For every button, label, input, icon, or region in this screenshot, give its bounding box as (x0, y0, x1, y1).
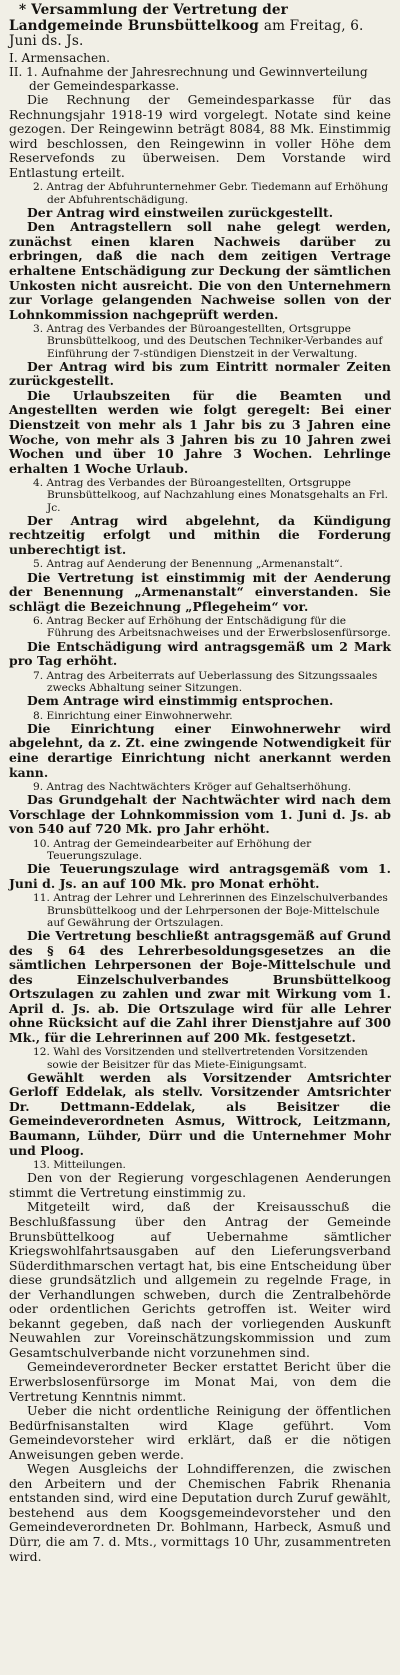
paragraph-entsprochen: Dem Antrage wird einstimmig entsprochen. (27, 693, 334, 709)
item-8: 8. Einrichtung einer Einwohnerwehr. (33, 709, 233, 722)
paragraph-rechnung: Die Rechnung der Gemeindesparkasse für das Rechnungsjahr 1918-19 wird vorgelegt. Notate sind keine gezogen. Der Reingewinn beträgt 8084, 88 Mk. Einstimmig wird beschlossen, den Reingewinn in voller Höhe dem Reservefonds zu überweisen. Dem Vorstande wird Entlastung erteilt. (9, 92, 391, 180)
paragraph-grundgehalt: Das Grundgehalt der Nachtwächter wird nach dem Vorschlage der Lohnkommission vom 1. Juni d. Js. ab von 540 auf 720 Mk. pro Jahr erhöht. (9, 792, 391, 837)
item-2: 2. Antrag der Abfuhrunternehmer Gebr. Tiedemann auf Erhöhung der Abfuhrentschädigung. (33, 181, 389, 206)
paragraph-ortszulagen: Die Vertretung beschließt antragsgemäß auf Grund des § 64 des Lehrerbesoldungsgesetzes an die sämtlichen Lehrpersonen der Boje-Mittelschule und des Einzelschulverbandes Brunsbüttelkoog Ortszulagen zu zahlen und zwar mit Wirkung vom 1. April d. Js. ab. Die Ortszulage wird für alle Lehrer ohne Rücksicht auf die Zahl ihrer Dienstjahre auf 300 Mk., für die Lehrerinnen auf 200 Mk. festgesetzt. (9, 928, 391, 1045)
item-3: 3. Antrag des Verbandes der Büroangestellten, Ortsgruppe Brunsbüttelkoog, und des Deutschen Techniker-Verbandes auf Einführung der 7-stündigen Dienstzeit in der Verwaltung. (33, 323, 383, 360)
article-title (9, 3, 391, 50)
paragraph-zurueckgestellt: Der Antrag wird einstweilen zurückgestellt. (27, 204, 334, 220)
paragraph-entschaedigung: Die Entschädigung wird antragsgemäß um 2 Mark pro Tag erhöht. (9, 638, 391, 669)
item-9: 9. Antrag des Nachtwächters Kröger auf Gehaltserhöhung. (33, 781, 352, 794)
title-lead: * Versammlung der Vertretung der Landgemeinde Brunsbüttelkoog (9, 2, 288, 34)
item-11: 11. Antrag der Lehrer und Lehrerinnen des Einzelschulverbandes Brunsbüttelkoog und der Lehrpersonen der Boje-Mittelschule auf Gewährung der Ortszulagen. (33, 892, 388, 929)
paragraph-gewaehlt: Gewählt werden als Vorsitzender Amtsrichter Gerloff Eddelak, als stellv. Vorsitzender Amtsrichter Dr. Dettmann-Eddelak, als Beisitzer die Gemeindeverordneten Asmus, Wittrock, Leitzmann, Baumann, Lühder, Dürr und die Unternehmer Mohr und Ploog. (9, 1069, 391, 1158)
item-12: 12. Wahl des Vorsitzenden und stellvertretenden Vorsitzenden sowie der Beisitzer für das Miete-Einigungsamt. (33, 1046, 368, 1071)
paragraph-urlaub: Die Urlaubszeiten für die Beamten und Angestellten werden wie folgt geregelt: Bei einer Dienstzeit von mehr als 1 Jahr bis zu 3 Jahren eine Woche, von mehr als 3 Jahren bis zu 10 Jahren zwei Wochen und über 10 Jahre 3 Wochen. Lehrlinge erhalten 1 Woche Urlaub. (9, 387, 391, 476)
title-date: am Freitag, 6. Juni ds. Js. (9, 17, 364, 49)
section-armensachen: I. Armensachen. (9, 50, 110, 65)
paragraph-zeiten: Der Antrag wird bis zum Eintritt normaler Zeiten zurückgestellt. (9, 358, 391, 389)
paragraph-pflegeheim: Die Vertretung ist einstimmig mit der Aenderung der Benennung „Armenanstalt“ einverstanden. Sie schlägt die Bezeichnung „Pflegeheim“ vor. (9, 569, 391, 614)
section-ii-1: II. 1. Aufnahme der Jahresrechnung und Gewinnverteilung der Gemeindesparkasse. (9, 64, 368, 93)
item-7: 7. Antrag des Arbeiterrats auf Ueberlassung des Sitzungssaales zwecks Abhaltung seiner Sitzungen. (33, 669, 378, 694)
paragraph-lohndifferenzen: Wegen Ausgleichs der Lohndifferenzen, die zwischen den Arbeitern und der Chemischen Fabrik Rhenania entstanden sind, wird eine Deputation durch Zuruf gewählt, bestehend aus dem Koogsgemeindevorsteher und den Gemeindeverordneten Dr. Bohlmann, Harbeck, Asmuß und Dürr, die am 7. d. Mts., vormittags 10 Uhr, zusammentreten wird. (9, 1461, 391, 1564)
item-6: 6. Antrag Becker auf Erhöhung der Entschädigung für die Führung des Arbeitsnachweises und der Erwerbslosenfürsorge. (33, 615, 391, 640)
item-5: 5. Antrag auf Aenderung der Benennung „Armenanstalt“. (33, 558, 343, 571)
paragraph-aenderungen: Den von der Regierung vorgeschlagenen Aenderungen stimmt die Vertretung einstimmig zu. (9, 1170, 391, 1200)
paragraph-erwerbslosenfuersorge: Gemeindeverordneter Becker erstattet Bericht über die Erwerbslosenfürsorge im Monat Mai, von dem die Vertretung Kenntnis nimmt. (9, 1359, 391, 1404)
paragraph-abgelehnt: Der Antrag wird abgelehnt, da Kündigung rechtzeitig erfolgt und mithin die Forderung unberechtigt ist. (9, 512, 391, 557)
paragraph-einwohnerwehr: Die Einrichtung einer Einwohnerwehr wird abgelehnt, da z. Zt. eine zwingende Notwendigkeit für eine derartige Einrichtung nicht anerkannt werden kann. (9, 720, 391, 780)
item-4: 4. Antrag des Verbandes der Büroangestellten, Ortsgruppe Brunsbüttelkoog, auf Nachzahlung eines Monatsgehalts an Frl. Jc. (33, 477, 388, 514)
paragraph-antragsteller: Den Antragstellern soll nahe gelegt werden, zunächst einen klaren Nachweis darüber zu erbringen, daß die nach dem zeitigen Vertrage erhaltene Entschädigung zur Deckung der sämtlichen Unkosten nicht ausreicht. Die von den Unternehmern zur Vorlage gelangenden Nachweise sollen von der Lohnkommission nachgeprüft werden. (9, 219, 391, 322)
paragraph-reinigung: Ueber die nicht ordentliche Reinigung der öffentlichen Bedürfnisanstalten wird Klage geführt. Vom Gemeindevorsteher wird erklärt, daß er die nötigen Anweisungen geben werde. (9, 1403, 391, 1462)
item-13: 13. Mitteilungen. (33, 1159, 126, 1172)
paragraph-teuerungszulage: Die Teuerungszulage wird antragsgemäß vom 1. Juni d. Js. an auf 100 Mk. pro Monat erhöht. (9, 861, 391, 891)
paragraph-kreisausschuss: Mitgeteilt wird, daß der Kreisausschuß die Beschlußfassung über den Antrag der Gemeinde Brunsbüttelkoog auf Uebernahme sämtlicher Kriegswohlfahrtsausgaben auf den Lieferungsverband Süderdithmarschen vertagt hat, bis eine Entscheidung über diese grundsätzlich und allgemein zu regelnde Frage, in der Verhandlungen schweben, durch die Zentralbehörde oder ordentlichen Gerichts getroffen ist. Weiter wird bekannt gegeben, daß nach der vorliegenden Auskunft Neuwahlen zur Voreinschätzungskommission und zum Gesamtschulverbande nicht vorzunehmen sind. (9, 1199, 391, 1360)
item-10: 10. Antrag der Gemeindearbeiter auf Erhöhung der Teuerungszulage. (33, 837, 312, 863)
